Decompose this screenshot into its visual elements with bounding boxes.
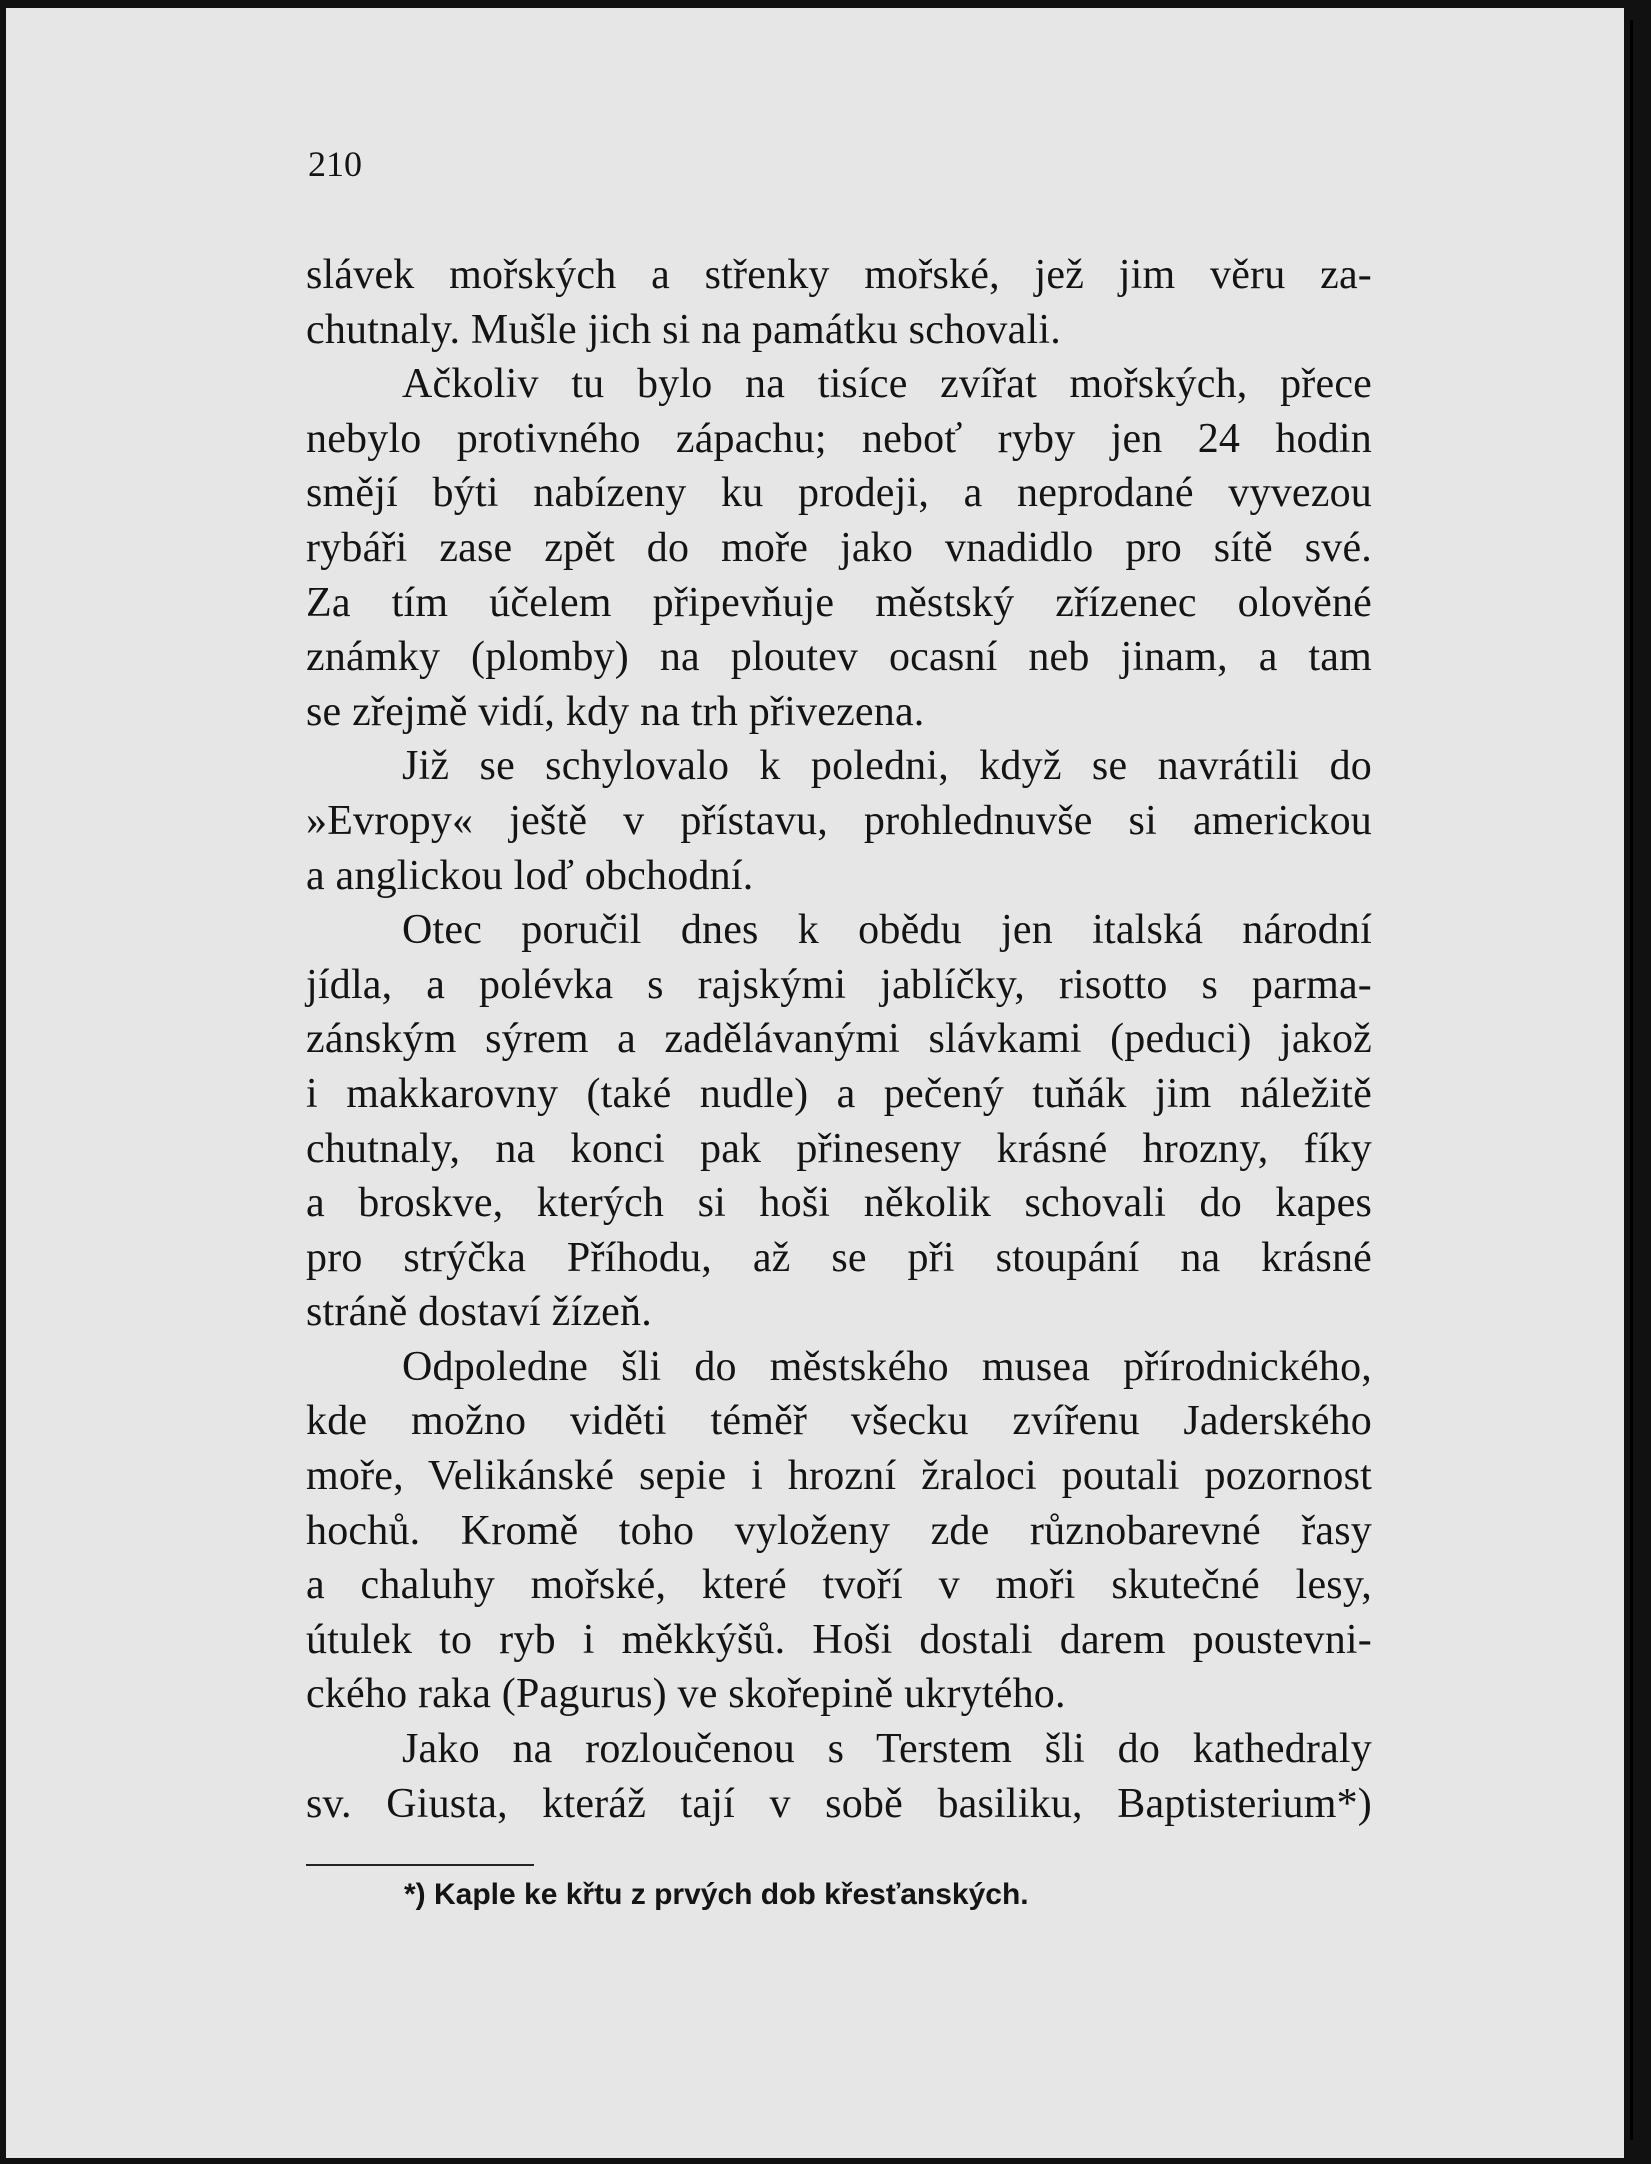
- page-edge-rule: [1630, 20, 1633, 2140]
- text-line: známky (plomby) na ploutev ocasní neb jinam, a tam: [306, 634, 1372, 681]
- text-line: slávek mořských a střenky mořské, jež jim věru za-: [306, 252, 1372, 298]
- text-line: se zřejmě vidí, kdy na trh přivezena.: [306, 688, 925, 735]
- page-number: 210: [308, 144, 362, 184]
- text-line: Ačkoliv tu bylo na tisíce zvířat mořských, přece: [402, 361, 1372, 408]
- text-line: smějí býti nabízeny ku prodeji, a neprodané vyvezou: [306, 470, 1372, 517]
- text-line: kde možno viděti téměř všecku zvířenu Jaderského: [306, 1398, 1372, 1445]
- text-line: jídla, a polévka s rajskými jablíčky, risotto s parma-: [306, 961, 1372, 1008]
- text-line: i makkarovny (také nudle) a pečený tuňák jim náležitě: [306, 1070, 1372, 1117]
- text-line: Za tím účelem připevňuje městský zřízenec olověné: [306, 579, 1372, 626]
- text-line: stráně dostaví žízeň.: [306, 1289, 652, 1336]
- text-line: zánským sýrem a zadělávanými slávkami (peduci) jakož: [306, 1016, 1372, 1063]
- text-line: Odpoledne šli do městského musea přírodnického,: [402, 1343, 1372, 1390]
- text-line: Již se schylovalo k poledni, když se navrátili do: [402, 743, 1372, 790]
- footnote-divider: [306, 1864, 534, 1866]
- footnote: *) Kaple ke křtu z prvých dob křesťanských.: [404, 1878, 1029, 1911]
- text-line: Otec poručil dnes k obědu jen italská národní: [402, 907, 1372, 954]
- text-line: hochů. Kromě toho vyloženy zde různobarevné řasy: [306, 1507, 1372, 1554]
- text-line: nebylo protivného zápachu; neboť ryby jen 24 hodin: [306, 415, 1372, 462]
- text-line: a chaluhy mořské, které tvoří v moři skutečné lesy,: [306, 1562, 1372, 1609]
- text-line: pro strýčka Příhodu, až se při stoupání na krásné: [306, 1234, 1372, 1281]
- text-line: sv. Giusta, kteráž tají v sobě basiliku, Baptisterium*): [306, 1780, 1372, 1827]
- text-line: moře, Velikánské sepie i hrozní žraloci poutali pozornost: [306, 1453, 1372, 1500]
- text-line: chutnaly. Mušle jich si na památku schovali.: [306, 306, 1061, 353]
- book-page: [6, 8, 1624, 2158]
- text-line: Jako na rozloučenou s Terstem šli do kathedraly: [402, 1726, 1372, 1773]
- text-line: ckého raka (Pagurus) ve skořepině ukrytého.: [306, 1671, 1066, 1718]
- body-text: [306, 248, 1372, 1831]
- text-line: a broskve, kterých si hoši několik schovali do kapes: [306, 1180, 1372, 1227]
- text-line: chutnaly, na konci pak přineseny krásné hrozny, fíky: [306, 1125, 1372, 1172]
- text-line: a anglickou loď obchodní.: [306, 852, 754, 899]
- text-line: rybáři zase zpět do moře jako vnadidlo pro sítě své.: [306, 524, 1372, 571]
- text-line: »Evropy« ještě v přístavu, prohlednuvše si americkou: [306, 797, 1372, 844]
- text-line: útulek to ryb i měkkýšů. Hoši dostali darem poustevni-: [306, 1616, 1372, 1663]
